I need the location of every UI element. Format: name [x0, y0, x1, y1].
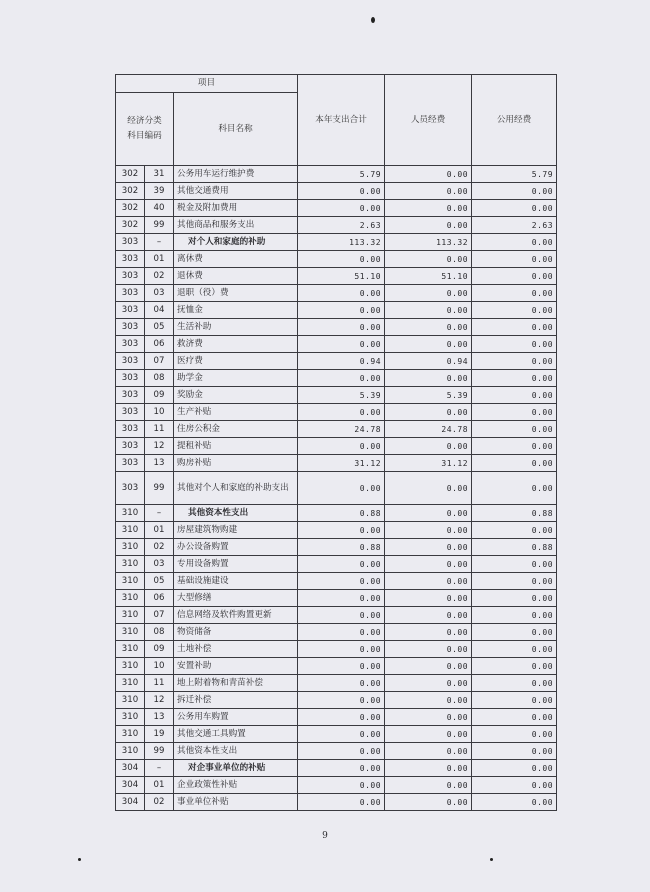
code-class: 303 — [116, 319, 145, 336]
subject-name: 其他交通费用 — [174, 183, 298, 200]
personnel-cell: 0.00 — [385, 319, 472, 336]
code-class: 304 — [116, 760, 145, 777]
table-row — [116, 234, 557, 251]
table-row — [116, 183, 557, 200]
header-economic-code-label: 经济分类 科目编码 — [127, 116, 162, 141]
code-item: 99 — [145, 743, 174, 760]
code-item: 11 — [145, 675, 174, 692]
public-cell: 0.00 — [472, 658, 557, 675]
code-class: 304 — [116, 794, 145, 811]
total-cell: 0.00 — [298, 760, 385, 777]
public-cell: 0.00 — [472, 777, 557, 794]
subject-name: 奖励金 — [174, 387, 298, 404]
table-row — [116, 658, 557, 675]
subject-name: 其他资本性支出 — [174, 505, 298, 522]
public-cell: 0.00 — [472, 472, 557, 505]
total-cell: 0.00 — [298, 251, 385, 268]
table-body — [116, 166, 557, 811]
public-cell: 0.00 — [472, 370, 557, 387]
total-cell: 0.00 — [298, 285, 385, 302]
subject-name: 生活补助 — [174, 319, 298, 336]
personnel-cell: 0.00 — [385, 709, 472, 726]
code-class: 302 — [116, 166, 145, 183]
table-row — [116, 200, 557, 217]
total-cell: 2.63 — [298, 217, 385, 234]
public-cell: 0.88 — [472, 505, 557, 522]
table-row — [116, 709, 557, 726]
subject-name: 企业政策性补贴 — [174, 777, 298, 794]
code-item: 02 — [145, 794, 174, 811]
subject-name: 安置补助 — [174, 658, 298, 675]
public-cell: 0.00 — [472, 183, 557, 200]
subject-name: 提租补贴 — [174, 438, 298, 455]
personnel-cell: 0.00 — [385, 743, 472, 760]
subject-name: 生产补贴 — [174, 404, 298, 421]
code-class: 303 — [116, 438, 145, 455]
scan-speck — [78, 858, 81, 861]
table-row — [116, 505, 557, 522]
subject-name: 其他交通工具购置 — [174, 726, 298, 743]
total-cell: 0.00 — [298, 200, 385, 217]
code-item: 13 — [145, 709, 174, 726]
subject-name: 事业单位补贴 — [174, 794, 298, 811]
total-cell: 0.00 — [298, 607, 385, 624]
total-cell: 0.88 — [298, 539, 385, 556]
personnel-cell: 0.00 — [385, 285, 472, 302]
table-row — [116, 777, 557, 794]
subject-name: 地上附着物和青苗补偿 — [174, 675, 298, 692]
public-cell: 0.00 — [472, 607, 557, 624]
code-item: 01 — [145, 251, 174, 268]
code-class: 310 — [116, 624, 145, 641]
subject-name: 基础设施建设 — [174, 573, 298, 590]
table-row — [116, 675, 557, 692]
code-item: 01 — [145, 522, 174, 539]
table-row — [116, 641, 557, 658]
code-class: 302 — [116, 200, 145, 217]
public-cell: 5.79 — [472, 166, 557, 183]
code-item: 10 — [145, 404, 174, 421]
subject-name: 公务用车购置 — [174, 709, 298, 726]
personnel-cell: 0.00 — [385, 166, 472, 183]
subject-name: 物资储备 — [174, 624, 298, 641]
table-row — [116, 539, 557, 556]
code-class: 302 — [116, 183, 145, 200]
public-cell: 0.00 — [472, 251, 557, 268]
public-cell: 0.88 — [472, 539, 557, 556]
personnel-cell: 0.00 — [385, 777, 472, 794]
total-cell: 0.00 — [298, 472, 385, 505]
code-class: 303 — [116, 455, 145, 472]
header-subject-name: 科目名称 — [174, 93, 298, 166]
personnel-cell: 0.00 — [385, 794, 472, 811]
code-class: 303 — [116, 234, 145, 251]
total-cell: 5.79 — [298, 166, 385, 183]
total-cell: 0.00 — [298, 404, 385, 421]
public-cell: 0.00 — [472, 556, 557, 573]
personnel-cell: 0.00 — [385, 539, 472, 556]
subject-name: 住房公积金 — [174, 421, 298, 438]
public-cell: 0.00 — [472, 624, 557, 641]
header-project: 项目 — [116, 75, 298, 93]
code-class: 310 — [116, 505, 145, 522]
code-item: 40 — [145, 200, 174, 217]
public-cell: 0.00 — [472, 353, 557, 370]
table-header — [116, 75, 557, 166]
table-row — [116, 794, 557, 811]
code-item: 13 — [145, 455, 174, 472]
table-row — [116, 692, 557, 709]
code-class: 302 — [116, 217, 145, 234]
public-cell: 0.00 — [472, 200, 557, 217]
code-item: 39 — [145, 183, 174, 200]
code-class: 303 — [116, 370, 145, 387]
code-class: 310 — [116, 607, 145, 624]
scan-speck — [371, 17, 375, 23]
public-cell: 0.00 — [472, 641, 557, 658]
total-cell: 0.00 — [298, 794, 385, 811]
code-item: 07 — [145, 607, 174, 624]
total-cell: 0.00 — [298, 590, 385, 607]
table-row — [116, 726, 557, 743]
subject-name: 房屋建筑物购建 — [174, 522, 298, 539]
code-item: 09 — [145, 387, 174, 404]
expenditure-table — [115, 74, 557, 811]
subject-name: 助学金 — [174, 370, 298, 387]
public-cell: 2.63 — [472, 217, 557, 234]
public-cell: 0.00 — [472, 421, 557, 438]
code-item: 06 — [145, 336, 174, 353]
subject-name: 拆迁补偿 — [174, 692, 298, 709]
code-class: 303 — [116, 472, 145, 505]
table-row — [116, 472, 557, 505]
code-class: 303 — [116, 251, 145, 268]
code-item: 02 — [145, 268, 174, 285]
total-cell: 0.00 — [298, 692, 385, 709]
personnel-cell: 0.00 — [385, 438, 472, 455]
code-item: 99 — [145, 217, 174, 234]
personnel-cell: 0.00 — [385, 183, 472, 200]
public-cell: 0.00 — [472, 387, 557, 404]
personnel-cell: 51.10 — [385, 268, 472, 285]
code-class: 310 — [116, 692, 145, 709]
public-cell: 0.00 — [472, 692, 557, 709]
code-class: 310 — [116, 726, 145, 743]
public-cell: 0.00 — [472, 760, 557, 777]
subject-name: 专用设备购置 — [174, 556, 298, 573]
personnel-cell: 0.00 — [385, 370, 472, 387]
total-cell: 0.00 — [298, 573, 385, 590]
table-row — [116, 522, 557, 539]
personnel-cell: 0.00 — [385, 607, 472, 624]
table-row — [116, 302, 557, 319]
personnel-cell: 0.00 — [385, 336, 472, 353]
code-item: 31 — [145, 166, 174, 183]
total-cell: 5.39 — [298, 387, 385, 404]
table-row — [116, 624, 557, 641]
total-cell: 31.12 — [298, 455, 385, 472]
code-class: 303 — [116, 268, 145, 285]
public-cell: 0.00 — [472, 573, 557, 590]
public-cell: 0.00 — [472, 726, 557, 743]
subject-name: 对企事业单位的补贴 — [174, 760, 298, 777]
personnel-cell: 0.00 — [385, 675, 472, 692]
code-class: 310 — [116, 675, 145, 692]
total-cell: 0.00 — [298, 658, 385, 675]
total-cell: 0.00 — [298, 641, 385, 658]
personnel-cell: 0.00 — [385, 217, 472, 234]
public-cell: 0.00 — [472, 319, 557, 336]
code-class: 303 — [116, 353, 145, 370]
code-item: 11 — [145, 421, 174, 438]
subject-name: 其他对个人和家庭的补助支出 — [174, 472, 298, 505]
personnel-cell: 24.78 — [385, 421, 472, 438]
subject-name: 税金及附加费用 — [174, 200, 298, 217]
header-total: 本年支出合计 — [298, 75, 385, 166]
total-cell: 0.00 — [298, 438, 385, 455]
table-row — [116, 353, 557, 370]
code-item: – — [145, 234, 174, 251]
code-item: 05 — [145, 573, 174, 590]
public-cell: 0.00 — [472, 522, 557, 539]
public-cell: 0.00 — [472, 302, 557, 319]
code-class: 310 — [116, 522, 145, 539]
total-cell: 0.00 — [298, 319, 385, 336]
code-class: 303 — [116, 387, 145, 404]
scan-speck — [490, 858, 493, 861]
code-item: 03 — [145, 556, 174, 573]
personnel-cell: 113.32 — [385, 234, 472, 251]
personnel-cell: 0.00 — [385, 200, 472, 217]
code-item: 07 — [145, 353, 174, 370]
subject-name: 退职（役）费 — [174, 285, 298, 302]
total-cell: 0.00 — [298, 726, 385, 743]
personnel-cell: 0.00 — [385, 658, 472, 675]
public-cell: 0.00 — [472, 438, 557, 455]
personnel-cell: 0.00 — [385, 726, 472, 743]
code-class: 310 — [116, 709, 145, 726]
total-cell: 0.00 — [298, 743, 385, 760]
table-row — [116, 387, 557, 404]
personnel-cell: 0.00 — [385, 251, 472, 268]
total-cell: 51.10 — [298, 268, 385, 285]
personnel-cell: 0.00 — [385, 590, 472, 607]
header-personnel: 人员经费 — [385, 75, 472, 166]
personnel-cell: 0.00 — [385, 522, 472, 539]
total-cell: 113.32 — [298, 234, 385, 251]
table-row — [116, 319, 557, 336]
table-row — [116, 607, 557, 624]
total-cell: 0.00 — [298, 522, 385, 539]
table-row — [116, 573, 557, 590]
code-class: 310 — [116, 641, 145, 658]
total-cell: 0.00 — [298, 777, 385, 794]
subject-name: 救济费 — [174, 336, 298, 353]
code-item: – — [145, 760, 174, 777]
table-row — [116, 556, 557, 573]
code-item: 04 — [145, 302, 174, 319]
code-item: 19 — [145, 726, 174, 743]
personnel-cell: 0.00 — [385, 624, 472, 641]
total-cell: 24.78 — [298, 421, 385, 438]
public-cell: 0.00 — [472, 675, 557, 692]
subject-name: 离休费 — [174, 251, 298, 268]
page-number: 9 — [322, 831, 328, 841]
public-cell: 0.00 — [472, 268, 557, 285]
total-cell: 0.00 — [298, 675, 385, 692]
code-item: 05 — [145, 319, 174, 336]
subject-name: 办公设备购置 — [174, 539, 298, 556]
public-cell: 0.00 — [472, 234, 557, 251]
subject-name: 退休费 — [174, 268, 298, 285]
code-class: 310 — [116, 539, 145, 556]
personnel-cell: 0.00 — [385, 692, 472, 709]
total-cell: 0.00 — [298, 302, 385, 319]
code-class: 310 — [116, 590, 145, 607]
code-item: 06 — [145, 590, 174, 607]
table-row — [116, 268, 557, 285]
personnel-cell: 0.00 — [385, 302, 472, 319]
header-public: 公用经费 — [472, 75, 557, 166]
code-class: 304 — [116, 777, 145, 794]
personnel-cell: 0.00 — [385, 404, 472, 421]
code-item: 99 — [145, 472, 174, 505]
header-economic-code — [116, 93, 174, 166]
table-row — [116, 743, 557, 760]
public-cell: 0.00 — [472, 285, 557, 302]
subject-name: 医疗费 — [174, 353, 298, 370]
table-row — [116, 590, 557, 607]
code-item: 02 — [145, 539, 174, 556]
table-row — [116, 336, 557, 353]
total-cell: 0.88 — [298, 505, 385, 522]
code-class: 303 — [116, 421, 145, 438]
personnel-cell: 0.00 — [385, 573, 472, 590]
table-row — [116, 166, 557, 183]
personnel-cell: 0.00 — [385, 505, 472, 522]
public-cell: 0.00 — [472, 590, 557, 607]
code-class: 310 — [116, 573, 145, 590]
total-cell: 0.00 — [298, 556, 385, 573]
code-class: 303 — [116, 336, 145, 353]
personnel-cell: 31.12 — [385, 455, 472, 472]
personnel-cell: 0.00 — [385, 760, 472, 777]
table-row — [116, 404, 557, 421]
code-class: 310 — [116, 743, 145, 760]
code-item: 12 — [145, 438, 174, 455]
personnel-cell: 0.94 — [385, 353, 472, 370]
subject-name: 对个人和家庭的补助 — [174, 234, 298, 251]
code-class: 310 — [116, 658, 145, 675]
subject-name: 购房补贴 — [174, 455, 298, 472]
public-cell: 0.00 — [472, 336, 557, 353]
code-class: 303 — [116, 302, 145, 319]
total-cell: 0.00 — [298, 624, 385, 641]
total-cell: 0.00 — [298, 370, 385, 387]
total-cell: 0.00 — [298, 183, 385, 200]
code-item: – — [145, 505, 174, 522]
table-row — [116, 251, 557, 268]
code-class: 310 — [116, 556, 145, 573]
table-row — [116, 285, 557, 302]
total-cell: 0.00 — [298, 709, 385, 726]
personnel-cell: 0.00 — [385, 641, 472, 658]
table-row — [116, 438, 557, 455]
personnel-cell: 5.39 — [385, 387, 472, 404]
code-item: 10 — [145, 658, 174, 675]
table-row — [116, 370, 557, 387]
public-cell: 0.00 — [472, 404, 557, 421]
subject-name: 抚恤金 — [174, 302, 298, 319]
code-item: 12 — [145, 692, 174, 709]
code-item: 03 — [145, 285, 174, 302]
subject-name: 大型修缮 — [174, 590, 298, 607]
code-class: 303 — [116, 404, 145, 421]
code-item: 08 — [145, 370, 174, 387]
personnel-cell: 0.00 — [385, 556, 472, 573]
public-cell: 0.00 — [472, 794, 557, 811]
subject-name: 土地补偿 — [174, 641, 298, 658]
total-cell: 0.00 — [298, 336, 385, 353]
code-item: 01 — [145, 777, 174, 794]
personnel-cell: 0.00 — [385, 472, 472, 505]
subject-name: 公务用车运行维护费 — [174, 166, 298, 183]
public-cell: 0.00 — [472, 455, 557, 472]
table-row — [116, 455, 557, 472]
table-row — [116, 421, 557, 438]
table-row — [116, 217, 557, 234]
code-class: 303 — [116, 285, 145, 302]
subject-name: 其他商品和服务支出 — [174, 217, 298, 234]
public-cell: 0.00 — [472, 709, 557, 726]
code-item: 08 — [145, 624, 174, 641]
code-item: 09 — [145, 641, 174, 658]
table-row — [116, 760, 557, 777]
total-cell: 0.94 — [298, 353, 385, 370]
subject-name: 其他资本性支出 — [174, 743, 298, 760]
public-cell: 0.00 — [472, 743, 557, 760]
subject-name: 信息网络及软件购置更新 — [174, 607, 298, 624]
